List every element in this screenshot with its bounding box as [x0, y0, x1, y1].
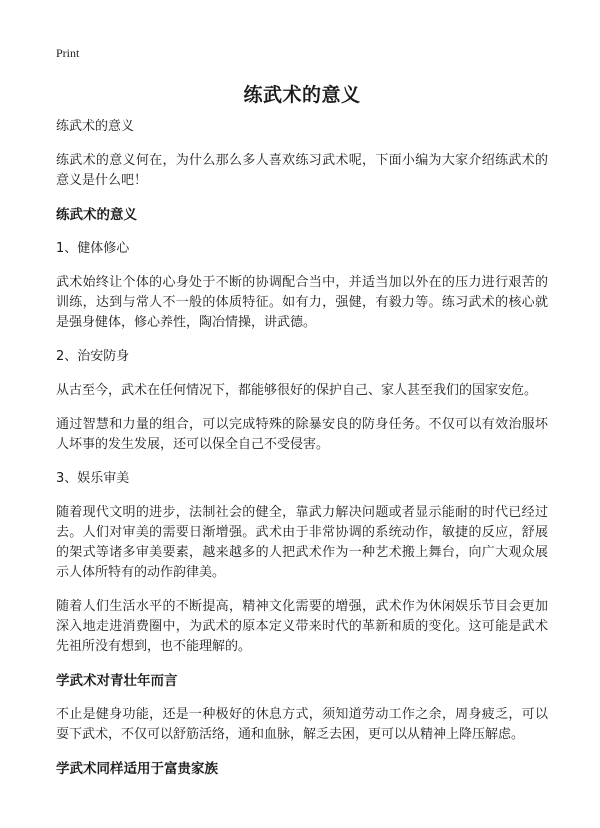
- item-title-self-defense: 2、治安防身: [56, 349, 130, 364]
- print-link[interactable]: Print: [56, 46, 80, 60]
- item-paragraph-self-defense-2: 通过智慧和力量的组合，可以完成特殊的除暴安良的防身任务。不仅可以有效治服坏人坏事的发生发展，还可以保全自己不受侵害。: [56, 417, 548, 452]
- intro-label: 练武术的意义: [56, 119, 135, 134]
- document-body: [56, 117, 548, 793]
- item-paragraph-entertainment-1: 随着现代文明的进步，法制社会的健全，靠武力解决问题或者显示能耐的时代已经过去。人们对审美的需要日渐增强。武术由于非常协调的系统动作，敏捷的反应，舒展的架式等诸多审美要素，越来越多的人把武术作为一种艺术搬上舞台，向广大观众展示人体所特有的动作韵律美。: [56, 505, 548, 580]
- item-title-fitness: 1、健体修心: [56, 241, 130, 256]
- item-title-entertainment: 3、娱乐审美: [56, 471, 130, 486]
- section-heading-meaning: 练武术的意义: [56, 207, 137, 223]
- page-title: 练武术的意义: [243, 84, 361, 106]
- intro-paragraph: 练武术的意义何在，为什么那么多人喜欢练习武术呢，下面小编为大家介绍练武术的意义是什么吧！: [56, 153, 548, 188]
- section-heading-wealthy-families: 学武术同样适用于富贵家族: [56, 761, 218, 777]
- young-adults-paragraph: 不止是健身功能，还是一种极好的休息方式，须知道劳动工作之余，周身疲乏，可以耍下武术，不仅可以舒筋活络，通和血脉，解乏去困，更可以从精神上降压解虑。: [56, 707, 548, 742]
- item-paragraph-entertainment-2: 随着人们生活水平的不断提高，精神文化需要的增强，武术作为休闲娱乐节目会更加深入地走进消费圈中，为武术的原本定义带来时代的革新和质的变化。这可能是武术先祖所没有想到，也不能理解的。: [56, 599, 548, 654]
- section-heading-young-adults: 学武术对青壮年而言: [56, 673, 178, 689]
- item-paragraph-self-defense-1: 从古至今，武术在任何情况下，都能够很好的保护自己、家人甚至我们的国家安危。: [56, 383, 538, 398]
- item-paragraph-fitness: 武术始终让个体的心身处于不断的协调配合当中，并适当加以外在的压力进行艰苦的训练，达到与常人不一般的体质特征。如有力，强健，有毅力等。练习武术的核心就是强身健体，修心养性，陶冶情操，讲武德。: [56, 275, 548, 330]
